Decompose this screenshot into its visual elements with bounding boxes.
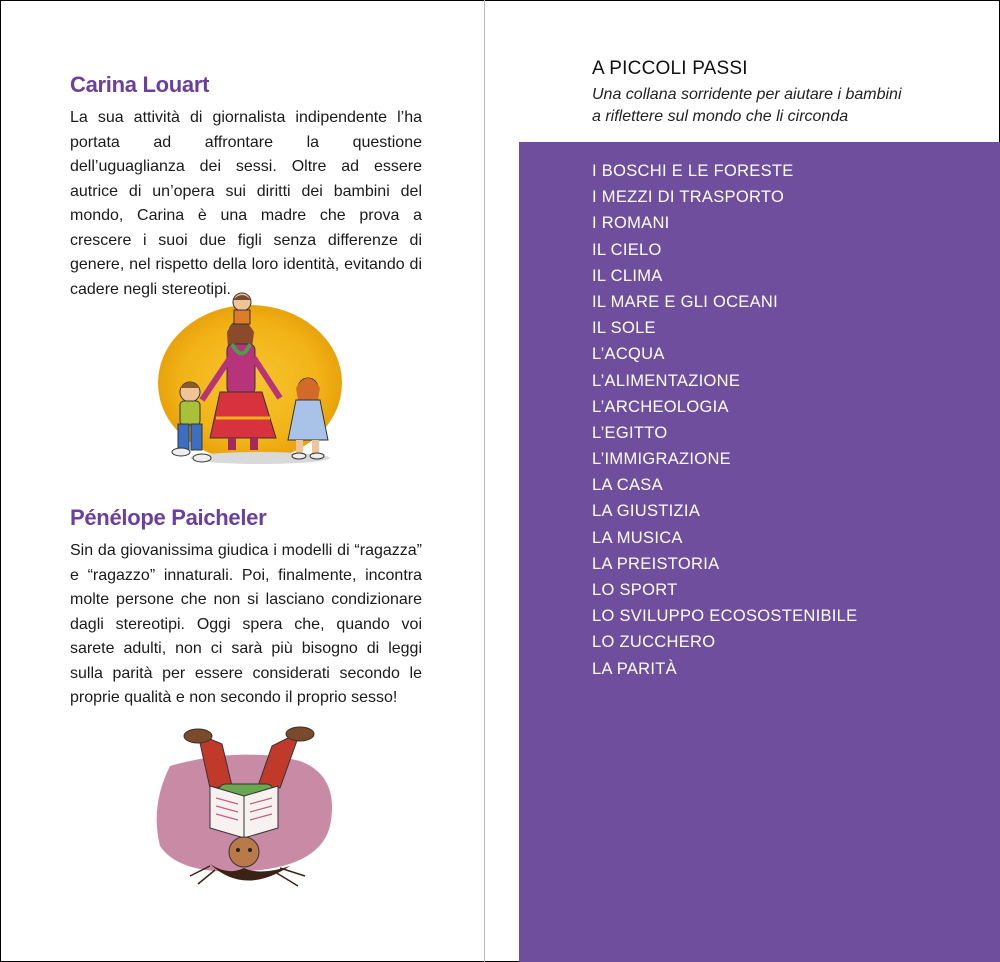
series-title: A PICCOLI PASSI <box>592 58 748 79</box>
book-item: I BOSCHI E LE FORESTE <box>592 162 794 180</box>
author-name-penelope: Pénélope Paicheler <box>70 505 267 530</box>
right-page <box>486 0 1000 962</box>
book-item: IL SOLE <box>592 319 656 338</box>
book-item: L’ARCHEOLOGIA <box>592 397 729 416</box>
book-item: IL CLIMA <box>592 266 663 285</box>
book-item: L’IMMIGRAZIONE <box>592 450 731 469</box>
book-item: I ROMANI <box>592 214 670 233</box>
left-page <box>0 0 485 962</box>
author-bio-carina: La sua attività di giornalista indipendente l’ha portata ad affrontare la questione dell’uguaglianza dei sessi. Oltre ad essere autrice di un’opera sui diritti dei bambini del mondo, Carina è una madre che prova a crescere i suoi due figli senza differenze di genere, nel rispetto della loro identità, evitando di cadere negli stereotipi. <box>70 109 422 298</box>
family-illustration <box>150 288 350 470</box>
book-item: L’EGITTO <box>592 423 668 442</box>
book-item: LA CASA <box>592 476 663 495</box>
series-subtitle-line-1: Una collana sorridente per aiutare i bambini <box>592 86 902 103</box>
book-item: LO ZUCCHERO <box>592 633 716 652</box>
book-list <box>592 160 857 684</box>
author-name-carina: Carina Louart <box>70 72 210 97</box>
book-item: LO SVILUPPO ECOSOSTENIBILE <box>592 607 858 626</box>
book-item: LA GIUSTIZIA <box>592 502 701 521</box>
book-item: LA PREISTORIA <box>592 554 720 573</box>
book-item: LA MUSICA <box>592 528 683 547</box>
book-item: IL CIELO <box>592 240 662 259</box>
book-item: L’ALIMENTAZIONE <box>592 371 741 390</box>
book-item: I MEZZI DI TRASPORTO <box>592 188 785 207</box>
book-item: LA PARITÀ <box>592 659 677 678</box>
reading-girl-illustration <box>140 726 350 896</box>
book-item: IL MARE E GLI OCEANI <box>592 292 779 311</box>
series-subtitle <box>592 84 972 128</box>
author-bio-penelope: Sin da giovanissima giudica i modelli di “ragazza” e “ragazzo” innaturali. Poi, finalmente, incontra molte persone che non si lasciano condizionare dagli stereotipi. Oggi spera che, quando voi sarete adulti, non ci sarà più bisogno di leggi sulla parità per essere considerati secondo le proprie qualità e non secondo il proprio sesso! <box>70 542 422 706</box>
series-subtitle-line-2: a riflettere sul mondo che li circonda <box>592 108 849 125</box>
book-item: L’ACQUA <box>592 345 665 364</box>
book-item: LO SPORT <box>592 581 678 599</box>
